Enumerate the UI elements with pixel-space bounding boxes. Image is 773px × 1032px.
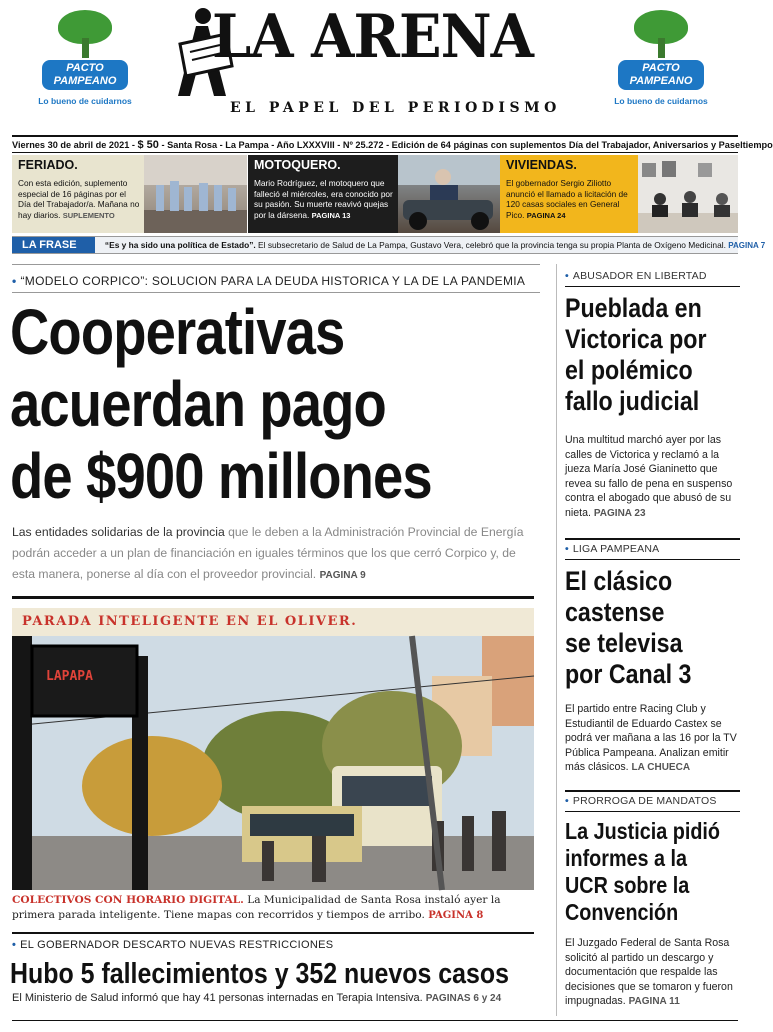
covid-kicker: • EL GOBERNADOR DESCARTO NUEVAS RESTRICCIONES (12, 939, 333, 951)
promo-text: El gobernador Sergio Ziliotto anunció el llamado a licitación de 120 casas sociales en General Pico. PAGINA 24 (506, 178, 628, 220)
photo-caption: COLECTIVOS CON HORARIO DIGITAL. La Municipalidad de Santa Rosa instaló ayer la primera parada inteligente. Tiene mapas con recorridos y tiempos de arribo. PAGINA 8 (12, 894, 501, 921)
svg-text:LAPAPA: LAPAPA (46, 669, 93, 684)
dateline-details: - Santa Rosa - La Pampa - Año LXXXVIII - Nº 25.272 - Edición de 64 páginas con suplementos Día del Trabajador, Aniversarios y Paseltiempo (161, 140, 773, 150)
promo-photo-motoquero (398, 155, 500, 233)
tree-icon (626, 10, 696, 58)
side-story-victorica[interactable] (565, 270, 740, 521)
promo-title: FERIADO. (18, 158, 78, 172)
la-frase-page: PAGINA 7 (728, 241, 766, 250)
promo-title: MOTOQUERO. (254, 158, 341, 172)
la-frase-quote: “Es y ha sido una política de Estado”. (104, 240, 256, 250)
side-headline: Pueblada en Victorica por el polémico fallo judicial (565, 293, 707, 416)
side-story-liga[interactable] (565, 543, 740, 776)
promo-title: VIVIENDAS. (506, 158, 577, 172)
side-story-ucr[interactable] (565, 795, 740, 1010)
main-kicker: • “MODELO CORPICO”: SOLUCION PARA LA DEUDA HISTORICA Y LA DE LA PANDEMIA (12, 274, 525, 288)
pacto-pampeano-badge-left (30, 10, 140, 120)
promo-text: Mario Rodríguez, el motoquero que falleció el miércoles, era conocido por su pasión. Su muerte reavivó quejas por la dársena. PAGINA 13 (254, 178, 393, 220)
side-headline: La Justicia pidió informes a la UCR sobre la Convención (565, 818, 720, 925)
main-lead: Las entidades solidarias de la provincia que le deben a la Administración Provincial de Energía podrán acceder a un plan de financiación en iguales términos que los que cerró Corpico y, de esta manera, ponerse al día con el proveedor provincial. PAGINA 9 (12, 525, 524, 581)
side-kicker: • LIGA PAMPEANA (565, 543, 740, 555)
dateline-date: Viernes 30 de abril de 2021 - (12, 140, 135, 150)
bus-stop-photo (12, 636, 534, 890)
promo-photo-feriado (144, 155, 247, 233)
pacto-band: PACTO PAMPEANO (618, 60, 704, 90)
masthead-logo: LA ARENA (212, 2, 534, 72)
pacto-pampeano-badge-right (606, 10, 716, 120)
photo-banner: PARADA INTELIGENTE EN EL OLIVER. (12, 608, 534, 636)
pacto-band: PACTO PAMPEANO (42, 60, 128, 90)
side-kicker: • PRORROGA DE MANDATOS (565, 795, 740, 807)
masthead-tagline: EL PAPEL DEL PERIODISMO (230, 100, 561, 116)
side-headline: El clásico castense se televisa por Canal 3 (565, 566, 692, 689)
dateline (12, 135, 773, 153)
dateline-price: $ 50 (137, 139, 159, 151)
la-frase-label: LA FRASE (12, 237, 95, 253)
pacto-slogan: Lo bueno de cuidarnos (614, 96, 708, 106)
tree-icon (50, 10, 120, 58)
promo-motoquero[interactable] (248, 155, 398, 233)
main-headline[interactable]: Cooperativas acuerdan pago de $900 millones (10, 296, 432, 512)
promo-text: Con esta edición, suplemento especial de 16 páginas por el Día del Trabajador/a. Mañana no hay diarios. SUPLEMENTO (18, 178, 140, 220)
side-kicker: • ABUSADOR EN LIBERTAD (565, 270, 740, 282)
promo-feriado[interactable] (12, 155, 144, 233)
covid-headline[interactable]: Hubo 5 fallecimientos y 352 nuevos casos (10, 958, 510, 990)
covid-text: El Ministerio de Salud informó que hay 41 personas internadas en Terapia Intensiva. PAGINAS 6 y 24 (12, 992, 502, 1004)
promo-photo-viviendas (638, 155, 738, 233)
la-frase-bar (12, 236, 766, 254)
pacto-slogan: Lo bueno de cuidarnos (38, 96, 132, 106)
promo-viviendas[interactable] (500, 155, 638, 233)
side-text: El partido entre Racing Club y Estudiantil de Eduardo Castex se podrá ver mañana a las 16 por la TV Pública Pampeana. Analizan emitir más clásicos. LA CHUECA (565, 703, 737, 773)
la-frase-text: El subsecretario de Salud de La Pampa, Gustavo Vera, celebró que la provincia tenga su propia Planta de Oxígeno Medicinal. (258, 240, 726, 250)
side-text: Una multitud marchó ayer por las calles de Victorica y reclamó a la jueza María José Gianinetto que revea su fallo de pena en suspenso contra el abogado que abusó de su nieta. PAGINA 23 (565, 434, 733, 519)
side-text: El Juzgado Federal de Santa Rosa solicitó al partido un descargo y documentación que respalde las decisiones que se tomaron y fueron impugnadas. PAGINA 11 (565, 937, 733, 1007)
